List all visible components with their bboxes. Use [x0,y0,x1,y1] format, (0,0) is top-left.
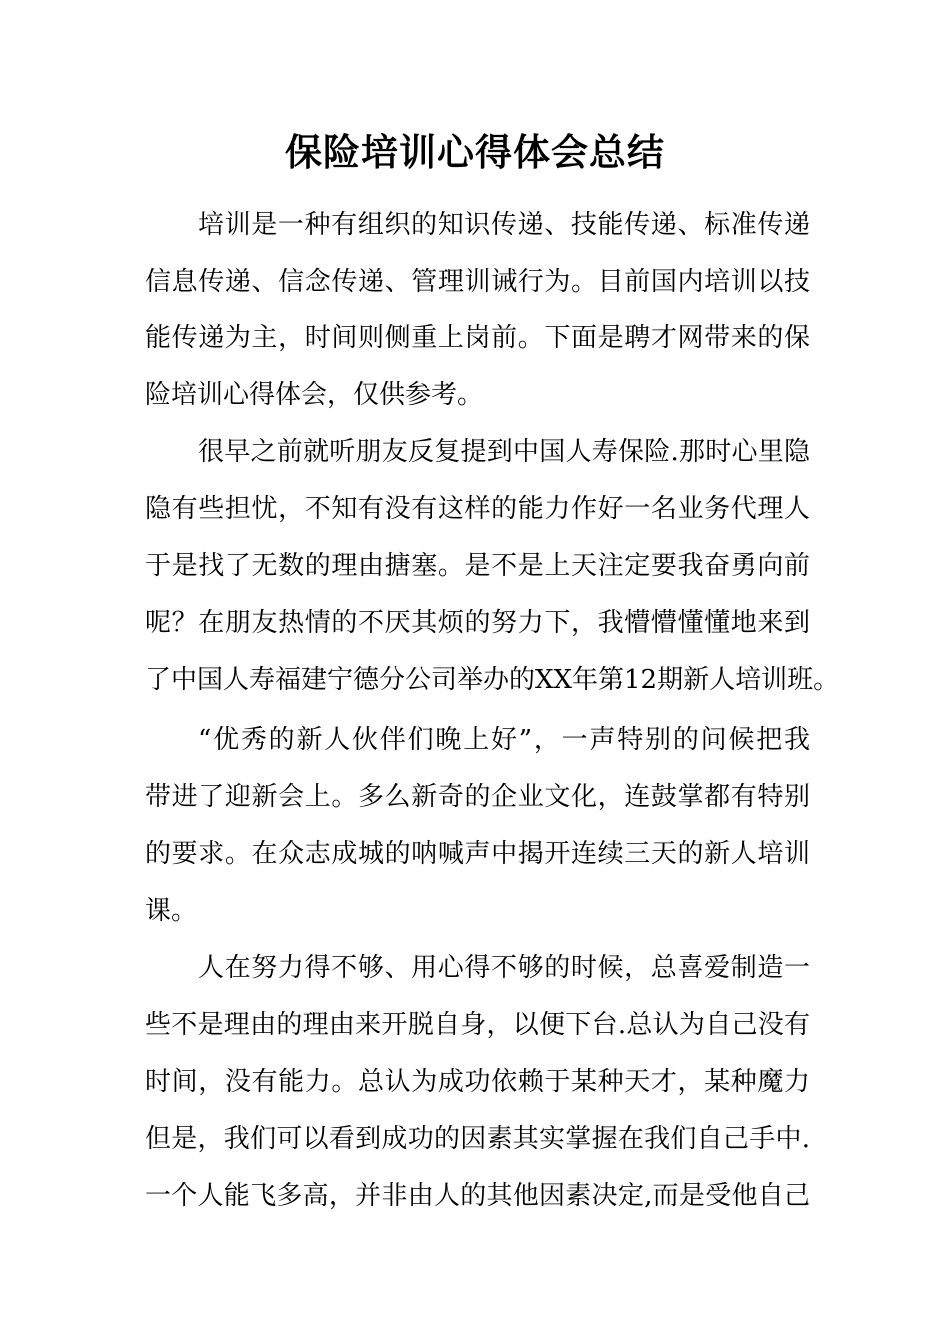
paragraph-4-line-4: 但是，我们可以看到成功的因素其实掌握在我们自己手中. [145,1124,810,1154]
paragraph-3-line-2: 带进了迎新会上。多么新奇的企业文化，连鼓掌都有特别 [145,782,810,812]
document-title: 保险培训心得体会总结 [285,131,665,174]
paragraph-3-line-4: 课。 [145,896,198,926]
paragraph-1-line-2: 信息传递、信念传递、管理训诫行为。目前国内培训以技 [145,267,810,297]
paragraph-4-line-5: 一个人能飞多高，并非由人的其他因素决定,而是受他自己 [145,1181,810,1211]
paragraph-2-line-4: 呢？在朋友热情的不厌其烦的努力下，我懵懵懂懂地来到 [145,608,810,638]
paragraph-4-line-3: 时间，没有能力。总认为成功依赖于某种天才，某种魔力 [145,1067,810,1097]
paragraph-2-line-5: 了中国人寿福建宁德分公司举办的XX年第12期新人培训班。 [145,665,840,695]
paragraph-2-line-2: 隐有些担忧，不知有没有这样的能力作好一名业务代理人 [145,494,810,524]
paragraph-4-line-1: 人在努力得不够、用心得不够的时候，总喜爱制造一 [198,953,810,983]
paragraph-2-line-3: 于是找了无数的理由搪塞。是不是上天注定要我奋勇向前 [145,551,810,581]
paragraph-3-line-1: “优秀的新人伙伴们晚上好”，一声特别的问候把我 [198,725,810,755]
paragraph-1-line-3: 能传递为主，时间则侧重上岗前。下面是聘才网带来的保 [145,323,810,353]
paragraph-4-line-2: 些不是理由的理由来开脱自身，以便下台.总认为自己没有 [145,1010,810,1040]
paragraph-1-line-1: 培训是一种有组织的知识传递、技能传递、标准传递 [198,210,810,240]
paragraph-2-line-1: 很早之前就听朋友反复提到中国人寿保险.那时心里隐 [198,437,810,467]
paragraph-1-line-4: 险培训心得体会，仅供参考。 [145,380,484,410]
paragraph-3-line-3: 的要求。在众志成城的呐喊声中揭开连续三天的新人培训 [145,839,810,869]
